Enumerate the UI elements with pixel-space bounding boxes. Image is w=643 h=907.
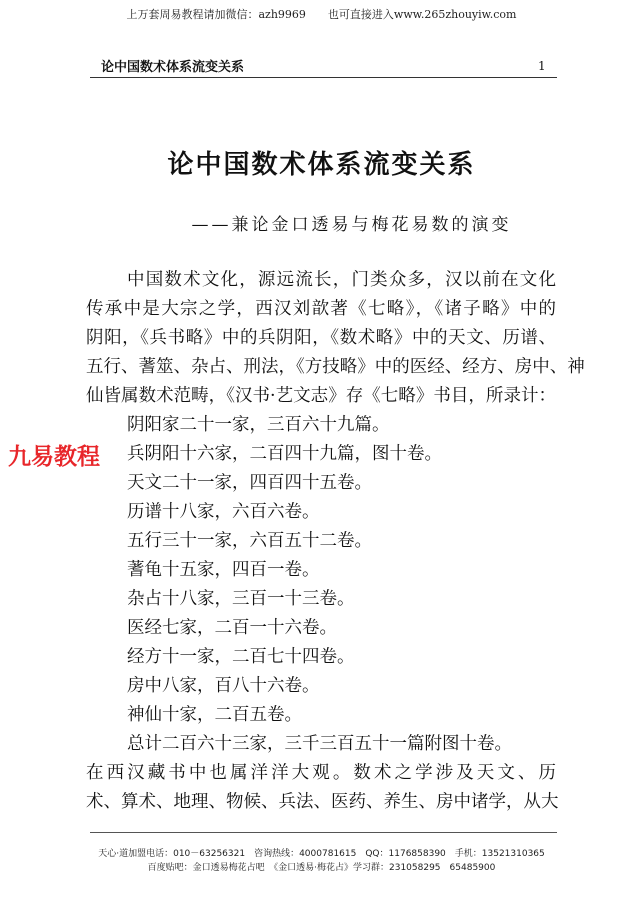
paragraph-line: 传承中是大宗之学，西汉刘歆著《七略》，《诸子略》中的: [86, 299, 556, 319]
catalog-item: 神仙十家，二百五卷。: [127, 705, 302, 725]
catalog-item: 五行三十一家，六百五十二卷。: [127, 531, 372, 551]
catalog-item: 历谱十八家，六百六卷。: [127, 502, 320, 522]
catalog-item: 医经七家，二百一十六卷。: [127, 618, 337, 638]
catalog-item: 兵阴阳十六家，二百四十九篇，图十卷。: [127, 444, 442, 464]
footer-rule: [90, 832, 557, 833]
footer-contact-line: 天心·道加盟电话：010－63256321 咨询热线：4000781615 QQ：1176858390 手机：13521310365: [98, 849, 545, 859]
catalog-item: 杂占十八家，三百一十三卷。: [127, 589, 355, 609]
paragraph-line: 中国数术文化，源远流长，门类众多，汉以前在文化: [127, 270, 556, 290]
footer-community-line: 百度贴吧：金口透易梅花占吧 《金口透易·梅花占》学习群：231058295 65485900: [147, 863, 496, 873]
red-watermark-stamp: 九易教程: [8, 444, 100, 470]
paragraph-line: 阴阳，《兵书略》中的兵阴阳，《数术略》中的天文、历谱、: [86, 328, 556, 348]
paragraph-line: 五行、蓍筮、杂占、刑法，《方技略》中的医经、经方、房中、神: [86, 357, 585, 377]
catalog-item: 蓍龟十五家，四百一卷。: [127, 560, 320, 580]
catalog-item: 阴阳家二十一家，三百六十九篇。: [127, 415, 390, 435]
catalog-item: 经方十一家，二百七十四卷。: [127, 647, 355, 667]
catalog-item: 天文二十一家，四百四十五卷。: [127, 473, 372, 493]
paragraph-line: 在西汉藏书中也属洋洋大观。数术之学涉及天文、历: [86, 763, 556, 783]
paragraph-line: 仙皆属数术范畴，《汉书·艺文志》存《七略》书目，所录计：: [86, 386, 556, 406]
header-rule: [90, 77, 557, 78]
document-title: 论中国数术体系流变关系: [167, 150, 476, 180]
paragraph-line: 术、算术、地理、物候、兵法、医药、养生、房中诸学，从大: [86, 792, 559, 812]
page-number: 1: [538, 59, 546, 73]
running-header: 论中国数术体系流变关系: [101, 60, 245, 75]
document-subtitle: ——兼论金口透易与梅花易数的演变: [191, 215, 512, 235]
top-watermark-text: 上万套周易教程请加微信：azh9969 也可直接进入www.265zhouyiw.com: [126, 8, 517, 21]
catalog-item: 房中八家，百八十六卷。: [127, 676, 320, 696]
paragraph-line: 总计二百六十三家，三千三百五十一篇附图十卷。: [127, 734, 512, 754]
